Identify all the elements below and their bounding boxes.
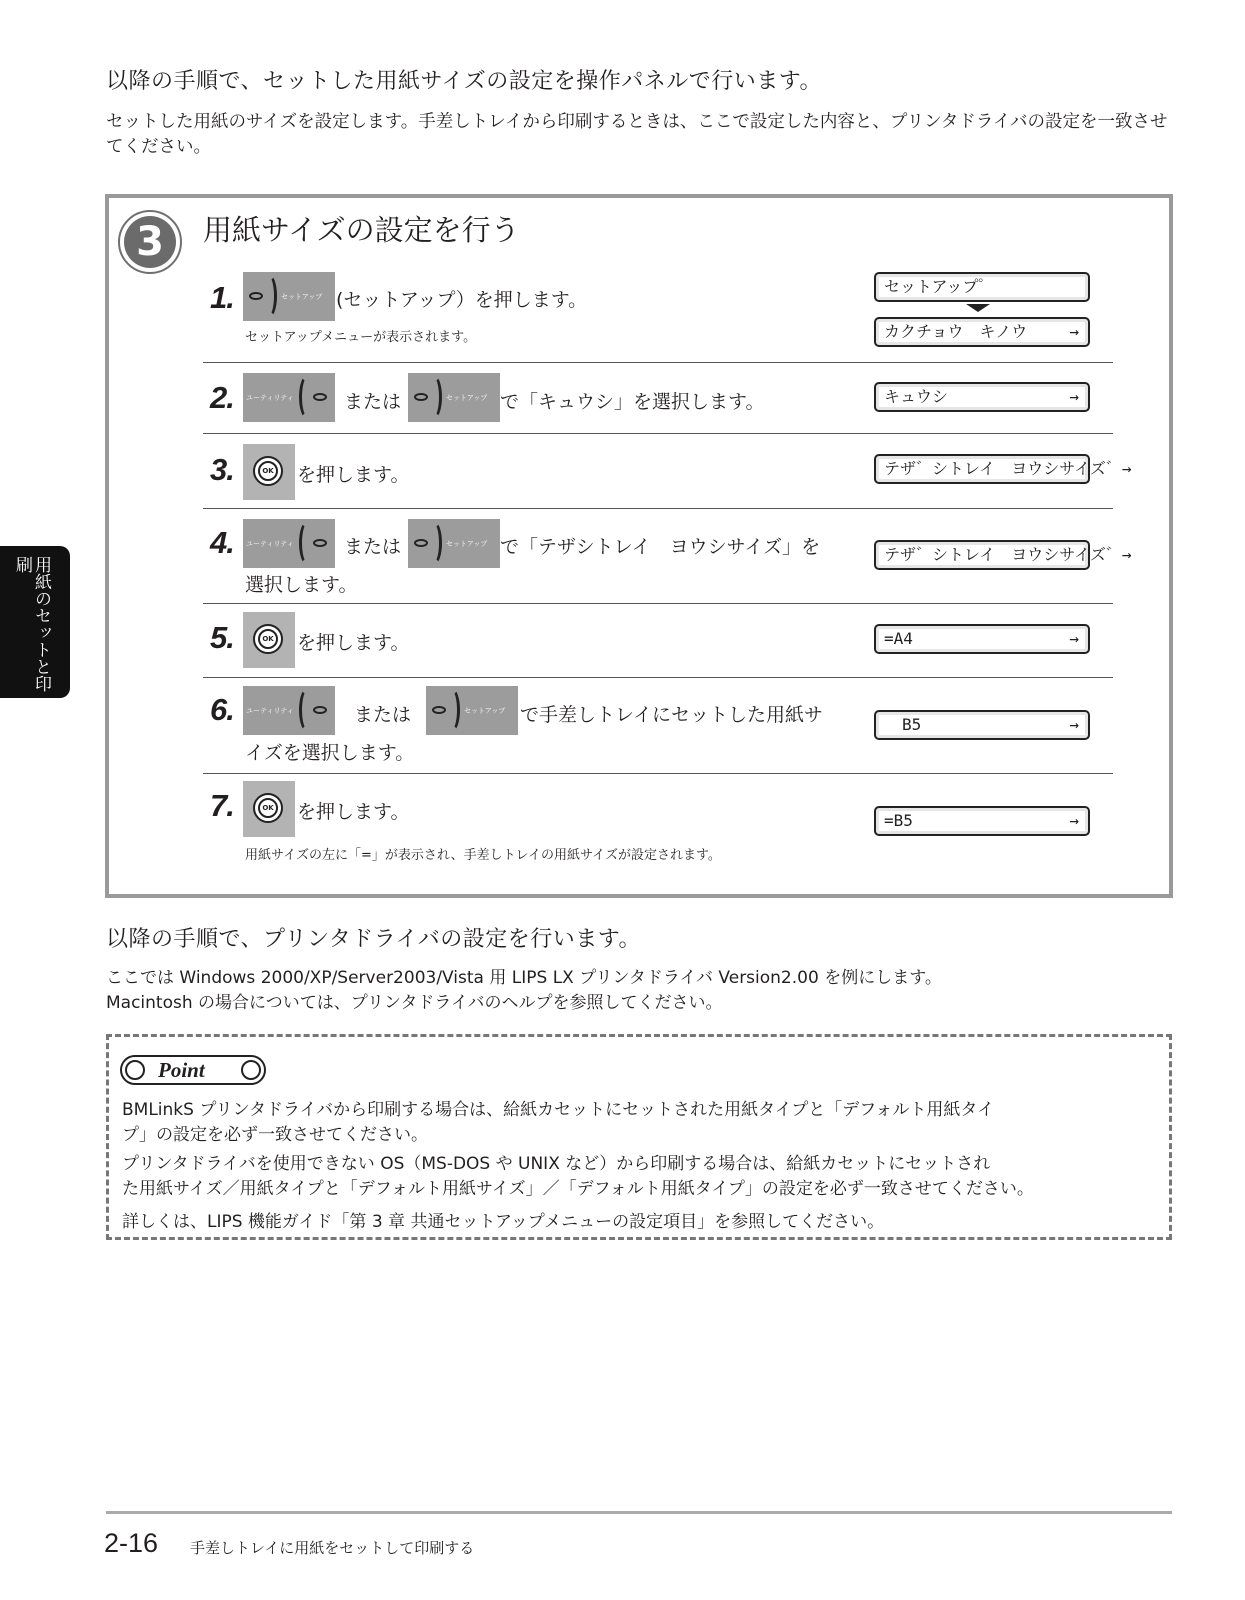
divider	[203, 362, 1113, 363]
step-text-cont: 選択します。	[245, 574, 358, 596]
circle-icon	[241, 1060, 261, 1080]
lcd-display: =A4 →	[874, 624, 1090, 654]
step-number-3: 3.	[210, 452, 234, 487]
setup-button-label: セットアップ	[281, 293, 323, 301]
point-text: た用紙サイズ／用紙タイプと「デフォルト用紙サイズ」／「デフォルト用紙タイプ」の設定を必ず一致させてください。	[122, 1179, 1034, 1199]
setup-button-label: セットアップ	[446, 540, 488, 548]
lcd-display: カクチョウ キノウ →	[874, 317, 1090, 347]
step-number-1: 1.	[210, 280, 234, 315]
divider	[203, 677, 1113, 678]
utility-button-icon	[243, 519, 335, 568]
step-text: を押します。	[297, 632, 410, 654]
setup-button-icon	[408, 519, 500, 568]
step-number-4: 4.	[210, 525, 234, 560]
step-text: (セットアップ）を押します。	[336, 289, 588, 311]
ok-button-icon	[243, 444, 295, 500]
lcd-display: キュウシ →	[874, 382, 1090, 412]
utility-button-icon	[243, 373, 335, 422]
utility-button-icon	[243, 686, 335, 735]
section-body: セットした用紙のサイズを設定します。手差しトレイから印刷するときは、ここで設定した内容と、プリンタドライバの設定を一致させてください。	[106, 112, 1168, 157]
step-note: 用紙サイズの左に「=」が表示され、手差しトレイの用紙サイズが設定されます。	[245, 848, 721, 863]
step-text: で「テザシトレイ ヨウシサイズ」を	[500, 536, 821, 558]
page-number: 2-16	[104, 1528, 159, 1558]
point-label: Point	[158, 1058, 205, 1082]
step-number-5: 5.	[210, 620, 234, 655]
circle-icon	[125, 1060, 145, 1080]
point-text: BMLinkS プリンタドライバから印刷する場合は、給紙カセットにセットされた用紙タイプと「デフォルト用紙タイ	[122, 1100, 995, 1120]
section-body: Macintosh の場合については、プリンタドライバのヘルプを参照してください。	[106, 993, 723, 1013]
setup-button-icon	[243, 272, 335, 321]
step-text: を押します。	[297, 464, 410, 486]
footer-rule	[106, 1511, 1172, 1514]
point-text: 詳しくは、LIPS 機能ガイド「第 3 章 共通セットアップメニューの設定項目」を参照してください。	[122, 1212, 885, 1232]
footer-title: 手差しトレイに用紙をセットして印刷する	[190, 1539, 475, 1557]
setup-button-icon	[408, 373, 500, 422]
section-heading: 以降の手順で、プリンタドライバの設定を行います。	[106, 927, 641, 952]
ok-label: OK	[258, 798, 278, 818]
step-number-badge	[118, 210, 182, 274]
utility-button-label: ユーティリティ	[246, 394, 294, 402]
lcd-display: =B5 →	[874, 806, 1090, 836]
utility-button-label: ユーティリティ	[246, 540, 294, 548]
or-text: または	[344, 391, 402, 413]
step-number: 3	[124, 216, 176, 268]
lcd-display: B5 →	[874, 710, 1090, 740]
divider	[203, 508, 1113, 509]
point-label-badge	[120, 1055, 266, 1085]
divider	[203, 603, 1113, 604]
section-heading: 以降の手順で、セットした用紙サイズの設定を操作パネルで行います。	[106, 69, 823, 94]
divider	[203, 773, 1113, 774]
ok-button-icon	[243, 612, 295, 668]
ok-button-icon	[243, 781, 295, 837]
setup-button-label: セットアップ	[464, 707, 506, 715]
chapter-side-tab: 用紙のセットと印刷	[0, 546, 70, 698]
panel-title: 用紙サイズの設定を行う	[203, 213, 520, 247]
step-number-2: 2.	[210, 380, 234, 415]
or-text: または	[354, 704, 412, 726]
ok-label: OK	[258, 461, 278, 481]
or-text: または	[344, 536, 402, 558]
setup-button-icon	[426, 686, 518, 735]
lcd-display: テザ゛シトレイ ヨウシサイズ゛→	[874, 540, 1090, 570]
point-text: プリンタドライバを使用できない OS（MS-DOS や UNIX など）から印刷する場合は、給紙カセットにセットされ	[122, 1154, 991, 1174]
step-number-7: 7.	[210, 788, 234, 823]
button-oval-icon	[313, 393, 327, 401]
button-oval-icon	[313, 539, 327, 547]
utility-button-label: ユーティリティ	[246, 707, 294, 715]
ok-label: OK	[258, 629, 278, 649]
step-note: セットアップメニューが表示されます。	[245, 330, 477, 345]
divider	[203, 433, 1113, 434]
setup-button-label: セットアップ	[446, 394, 488, 402]
step-text: で「キュウシ」を選択します。	[500, 391, 765, 413]
lcd-display: テザ゛シトレイ ヨウシサイズ゛→	[874, 454, 1090, 484]
lcd-display: セットアップ゜	[874, 272, 1090, 302]
step-text: を押します。	[297, 801, 410, 823]
section-body: ここでは Windows 2000/XP/Server2003/Vista 用 LIPS LX プリンタドライバ Version2.00 を例にします。	[106, 968, 942, 988]
down-arrow-icon	[966, 304, 990, 312]
point-text: プ」の設定を必ず一致させてください。	[122, 1125, 428, 1145]
button-oval-icon	[313, 706, 327, 714]
step-text: で手差しトレイにセットした用紙サ	[520, 704, 824, 726]
step-number-6: 6.	[210, 692, 234, 727]
step-text-cont: イズを選択します。	[245, 742, 415, 764]
